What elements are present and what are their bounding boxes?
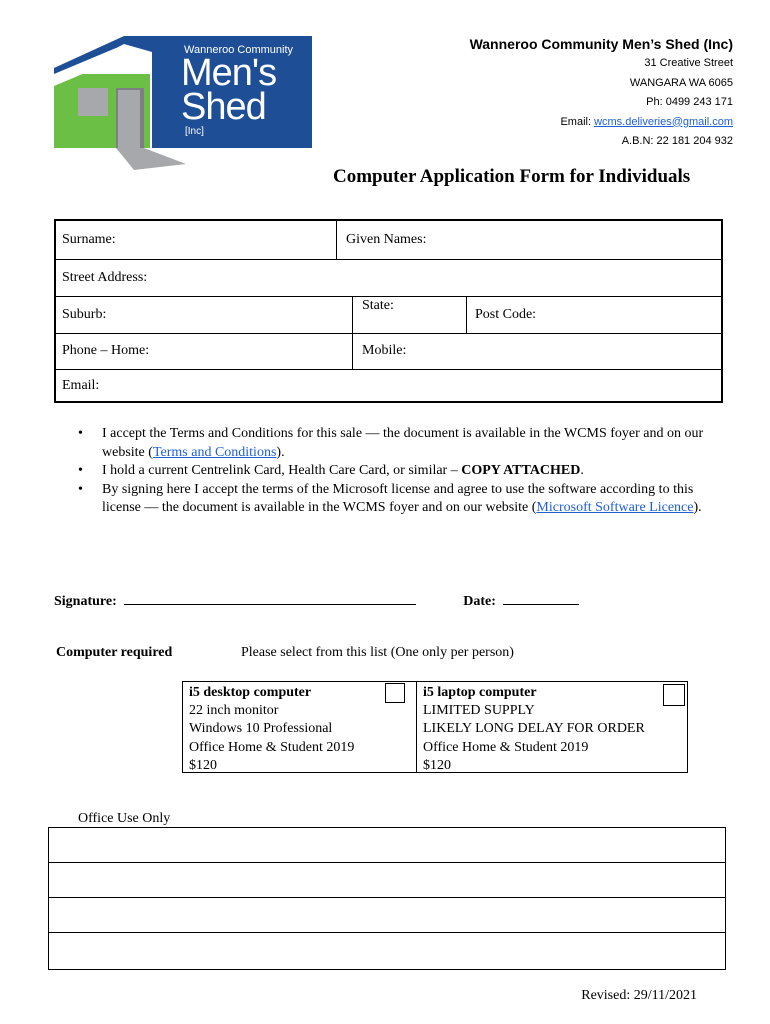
organisation-suburb: WANGARA WA 6065 (629, 76, 733, 89)
signature-row (54, 590, 579, 610)
form-title: Computer Application Form for Individuals (333, 166, 691, 187)
revised-date: Revised: 29/11/2021 (581, 988, 697, 1003)
office-use-row[interactable] (49, 898, 725, 933)
option-detail: 22 inch monitor (189, 703, 279, 719)
copy-attached-text: COPY ATTACHED (461, 463, 581, 478)
terms-item-text: By signing here I accept the terms of the Microsoft license and agree to use the software according to this license — the document is available in the WCMS foyer and on our website ( (102, 481, 694, 515)
terms-item-text: I accept the Terms and Conditions for this sale — the document is available in the WCMS foyer and on our website ( (102, 426, 704, 460)
computer-options-table (182, 681, 688, 773)
office-use-row[interactable] (49, 934, 725, 969)
date-label: Date: (463, 594, 496, 609)
office-use-label: Office Use Only (78, 811, 171, 826)
option-desktop (189, 684, 354, 775)
post-code-field[interactable]: Post Code: (475, 307, 537, 322)
email-link[interactable]: wcms.deliveries@gmail.com (594, 115, 733, 128)
email-label: Email: (560, 115, 592, 128)
logo-line-1: Wanneroo Community (184, 44, 294, 56)
street-address-field[interactable]: Street Address: (62, 270, 148, 285)
terms-item (78, 462, 733, 481)
logo-window (78, 88, 108, 116)
organisation-details (470, 34, 733, 152)
option-laptop (423, 684, 645, 775)
laptop-checkbox[interactable] (663, 684, 685, 706)
option-detail: LIMITED SUPPLY (423, 703, 535, 719)
applicant-details-table (54, 219, 723, 403)
surname-field[interactable]: Surname: (62, 232, 116, 247)
signature-line[interactable] (124, 590, 416, 605)
suburb-field[interactable]: Suburb: (62, 307, 107, 322)
terms-item (78, 425, 733, 462)
office-use-row[interactable] (49, 863, 725, 898)
logo-line-2: Men's (181, 52, 277, 94)
logo-path (116, 148, 186, 170)
office-use-table (48, 827, 726, 970)
bullet-icon: • (78, 426, 83, 441)
computer-required-label: Computer required (56, 645, 173, 660)
option-detail: Office Home & Student 2019 (189, 739, 355, 755)
organisation-name: Wanneroo Community Men’s Shed (Inc) (469, 36, 733, 52)
organisation-email-line (470, 113, 733, 133)
option-detail: LIKELY LONG DELAY FOR ORDER (423, 721, 645, 737)
office-use-row[interactable] (49, 828, 725, 863)
terms-and-conditions-link[interactable]: Terms and Conditions (152, 444, 277, 460)
option-detail: Office Home & Student 2019 (423, 739, 589, 755)
bullet-icon: • (78, 481, 83, 497)
option-detail: Windows 10 Professional (189, 721, 333, 737)
bullet-icon: • (78, 463, 83, 478)
terms-item-text: I hold a current Centrelink Card, Health Care Card, or similar – (102, 463, 462, 478)
logo-line-4: [Inc] (185, 126, 204, 137)
desktop-checkbox[interactable] (385, 683, 405, 703)
option-title: i5 desktop computer (189, 685, 312, 700)
terms-item-end: ). (276, 444, 285, 460)
given-names-field[interactable]: Given Names: (346, 232, 427, 247)
date-line[interactable] (503, 590, 579, 605)
microsoft-licence-link[interactable]: Microsoft Software Licence (536, 500, 694, 515)
select-instruction: Please select from this list (One only per person) (241, 645, 514, 660)
state-field[interactable]: State: (362, 298, 394, 313)
terms-item-end: . (580, 463, 584, 478)
terms-item-end: ). (693, 500, 702, 515)
logo-door-panel (118, 90, 140, 148)
organisation-abn: A.B.N: 22 181 204 932 (621, 135, 733, 147)
logo-line-3: Shed (181, 86, 266, 128)
signature-label: Signature: (54, 594, 117, 609)
mobile-field[interactable]: Mobile: (362, 343, 407, 358)
email-field[interactable]: Email: (62, 378, 100, 393)
terms-list (78, 425, 733, 518)
option-price: $120 (189, 757, 217, 773)
terms-item (78, 481, 733, 518)
organisation-phone: Ph: 0499 243 171 (646, 96, 733, 108)
option-price: $120 (423, 757, 451, 773)
mens-shed-logo (54, 36, 312, 170)
organisation-street: 31 Creative Street (644, 57, 733, 69)
phone-home-field[interactable]: Phone – Home: (62, 343, 150, 358)
option-title: i5 laptop computer (423, 685, 537, 700)
